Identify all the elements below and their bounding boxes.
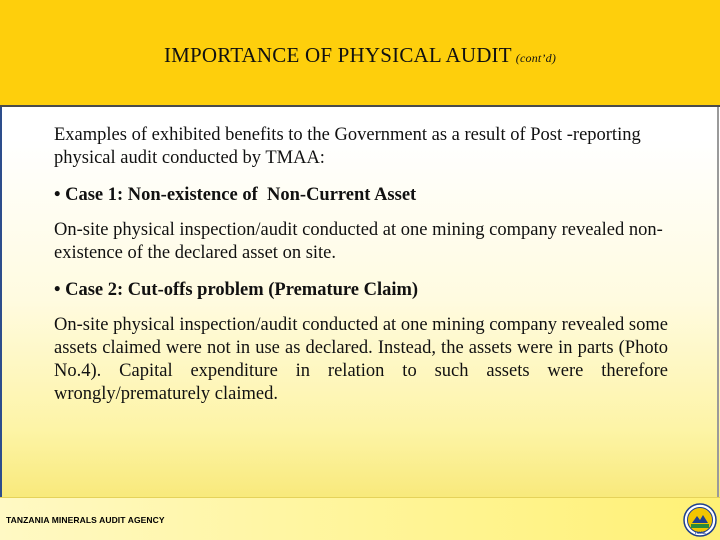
header-band: [0, 0, 720, 107]
case-1-description: On-site physical inspection/audit conducted at one mining company revealed non-existence of the declared asset on site.: [54, 220, 663, 263]
left-border: [0, 107, 2, 497]
title-subtitle: (cont’d): [515, 51, 557, 65]
title-text: IMPORTANCE OF PHYSICAL AUDIT: [163, 43, 512, 67]
logo-text: TMAA: [694, 530, 706, 535]
case-1-heading: • Case 1: Non-existence of Non-Current Asset: [54, 185, 417, 205]
case-2-description: On-site physical inspection/audit conducted at one mining company revealed some assets claimed were not in use as declared. Instead, the assets were in parts (Photo No.4). Capital expenditure in relation to such assets were therefore wrongly/prematurely claimed.: [54, 315, 668, 404]
tmaa-logo: [683, 503, 717, 537]
slide-body: [54, 124, 668, 420]
slide-title: [0, 43, 720, 68]
right-border: [717, 107, 719, 497]
case-2-heading: • Case 2: Cut-offs problem (Premature Claim): [54, 280, 419, 300]
agency-name: TANZANIA MINERALS AUDIT AGENCY: [6, 515, 165, 525]
intro-paragraph: Examples of exhibited benefits to the Government as a result of Post -reporting physical audit conducted by TMAA:: [54, 125, 641, 168]
